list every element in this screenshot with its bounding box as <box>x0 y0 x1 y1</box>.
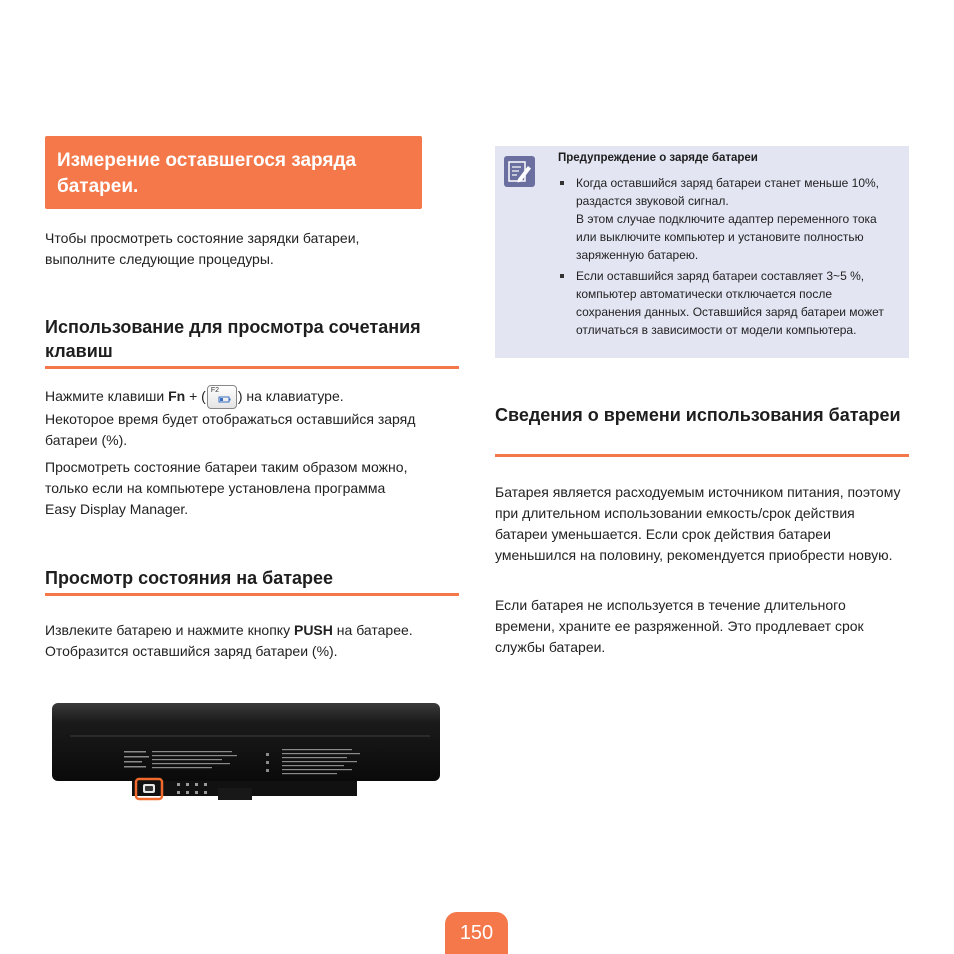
usage-time-heading: Сведения о времени использования батареи <box>495 405 901 425</box>
hotkey-heading: Использование для просмотра сочетания клавиш <box>45 317 421 361</box>
intro-text: Чтобы просмотреть состояние зарядки батареи, выполните следующие процедуры. <box>45 230 360 267</box>
battery-image <box>52 703 440 801</box>
fn-key-label: Fn <box>168 388 186 404</box>
hotkey-heading-rule <box>45 366 459 369</box>
f2-key-icon: F2 <box>207 385 237 409</box>
hotkey-instructions <box>45 385 445 451</box>
plus-text: + ( <box>185 388 206 404</box>
usage-time-heading-rule <box>495 454 909 457</box>
battery-illustration <box>52 703 440 801</box>
hotkey-prefix: Нажмите клавиши <box>45 388 169 404</box>
section-title: Измерение оставшегося заряда батареи. <box>57 150 357 197</box>
note-title: Предупреждение о заряде батареи <box>558 152 758 164</box>
hotkey-para2: Просмотреть состояние батареи таким образом можно, только если на компьютере установлена программа Easy Display Manager. <box>45 459 408 517</box>
battery-warning-note <box>495 146 909 358</box>
hotkey-suffix: ) на клавиатуре. <box>237 388 344 404</box>
battery-heading: Просмотр состояния на батарее <box>45 568 334 588</box>
page-number: 150 <box>445 912 508 954</box>
note-item: Если оставшийся заряд батареи составляет 3~5 %, компьютер автоматически отключается после сохранения данных. Оставшийся заряд батареи может отличаться в зависимости от модели компьютера. <box>558 267 898 339</box>
pencil-note-icon <box>504 156 535 187</box>
note-item: Когда оставшийся заряд батареи станет меньше 10%, раздастся звуковой сигнал. В этом случае подключите адаптер переменного тока или выключите компьютер и установите полностью заряженную батарею. <box>558 174 898 264</box>
battery-heading-rule <box>45 593 459 596</box>
section-title-box <box>45 136 422 209</box>
note-list <box>558 174 898 342</box>
push-label: PUSH <box>293 622 333 638</box>
usage-para1: Батарея является расходуемым источником питания, поэтому при длительном использовании емкость/срок действия батареи уменьшается. Если срок действия батареи уменьшился на половину, рекомендуется приобрести новую. <box>495 484 901 563</box>
battery-instructions: Извлеките батарею и нажмите кнопку PUSH на батарее. Отобразится оставшийся заряд батареи (%). <box>45 622 413 659</box>
usage-para2: Если батарея не используется в течение длительного времени, храните ее разряженной. Это продлевает срок службы батареи. <box>495 597 864 655</box>
hotkey-line2: Некоторое время будет отображаться оставшийся заряд батареи (%). <box>45 411 416 448</box>
